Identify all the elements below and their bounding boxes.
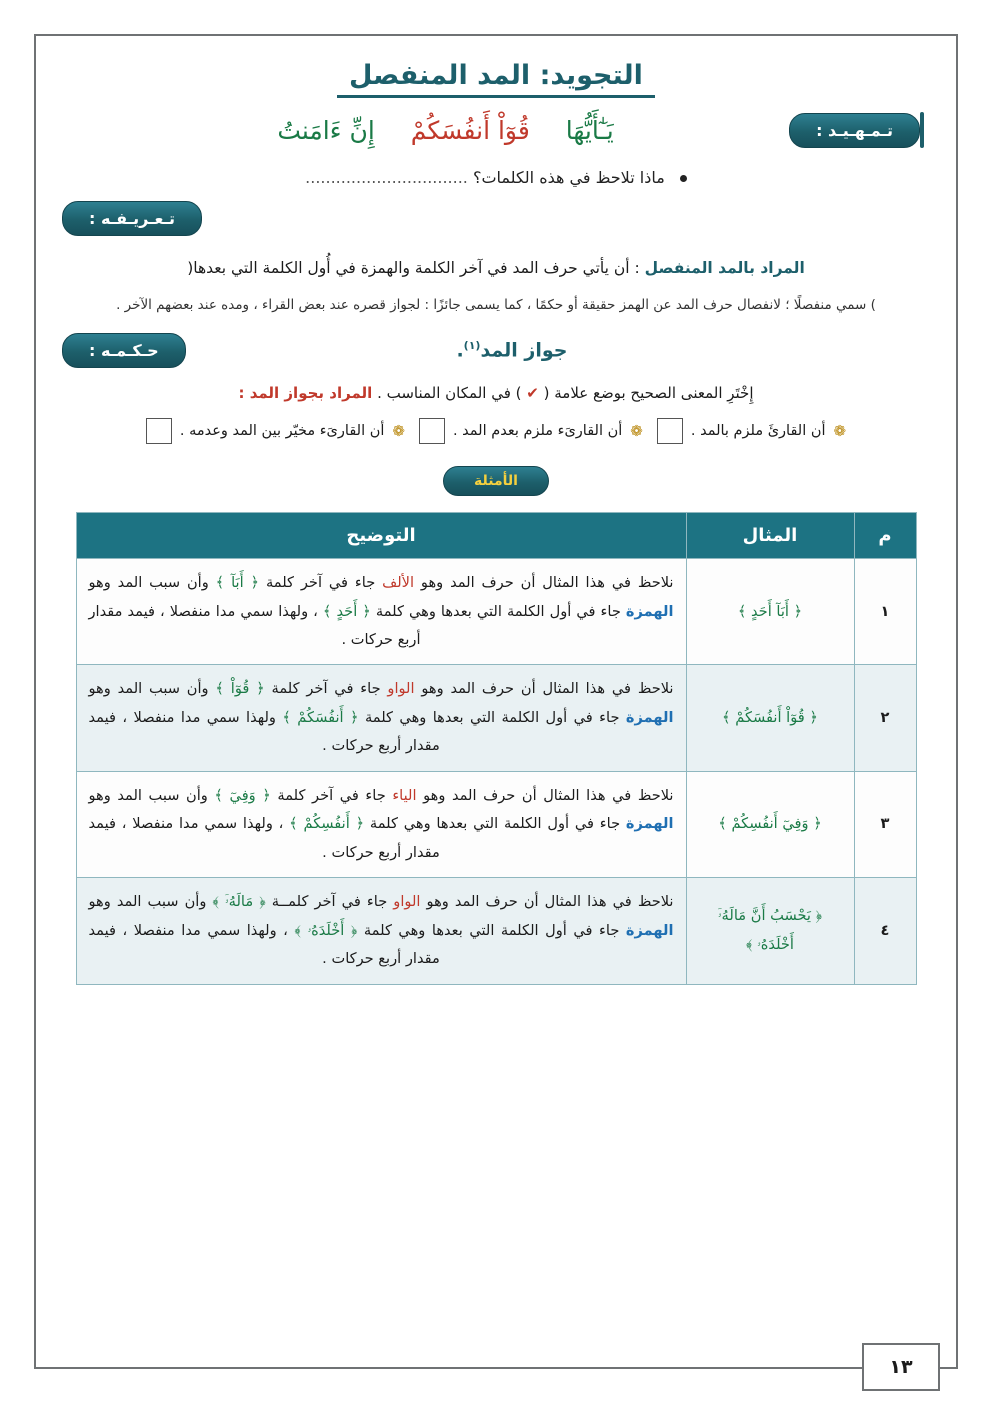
table-header-row	[76, 513, 916, 559]
examples-pill-label: الأمثلة	[443, 466, 549, 496]
flower-icon: ❁	[630, 422, 643, 441]
page-frame	[34, 34, 958, 1378]
row-number: ٤	[854, 878, 916, 984]
choices-row	[62, 418, 930, 444]
page-number: ١٣	[862, 1343, 940, 1391]
ruling-text: جواز المد	[480, 339, 568, 362]
definition-line	[62, 254, 930, 283]
examples-header	[62, 466, 930, 496]
instruction-mid: ) في المكان المناسب .	[377, 384, 527, 403]
definition-note: ) سمي منفصلًا ؛ لانفصال حرف المد عن الهمز حقيقة أو حكمًا ، كما يسمى جائزًا : لجواز قصره عند بعض القراء ، ومده عند بعضهم الآخر .	[116, 297, 876, 314]
col-header-num: م	[854, 513, 916, 559]
row-number: ١	[854, 559, 916, 665]
table-row	[76, 878, 916, 984]
row-example: ﴿ أَبَآ أَحَدٍ ﴾	[686, 559, 854, 665]
row-explanation: نلاحظ في هذا المثال أن حرف المد وهو الواو جاء في آخر كلمة ﴿ قُوٓاْ ﴾ وأن سبب المد وهو الهمزة جاء في أول الكلمة التي بعدها وهي كلمة ﴿ أَنفُسَكُمْ ﴾ ولهذا سمي مدا منفصلا ، فيمد مقدار أربع حركات .	[76, 665, 686, 771]
bullet-icon	[680, 175, 687, 182]
intro-question-row	[62, 168, 930, 187]
choice-checkbox-1[interactable]	[657, 418, 683, 444]
col-header-explanation: التوضيح	[76, 513, 686, 559]
choice-checkbox-3[interactable]	[146, 418, 172, 444]
row-explanation: نلاحظ في هذا المثال أن حرف المد وهو الياء جاء في آخر كلمة ﴿ وَفِيٓ ﴾ وأن سبب المد وهو الهمزة جاء في أول الكلمة التي بعدها وهي كلمة ﴿ أَنفُسِكُمْ ﴾ ، ولهذا سمي مدا منفصلا ، فيمد مقدار أربع حركات .	[76, 771, 686, 877]
ayah-part-1: يَـٰٓأَيُّهَا	[565, 115, 614, 145]
definition-pill-label: تـعـريـفـه :	[62, 201, 202, 236]
intro-ayah-line	[62, 116, 789, 145]
choice-item-3[interactable]	[146, 418, 405, 444]
exercise-instruction	[62, 384, 930, 402]
choice-item-2[interactable]	[419, 418, 643, 444]
table-row	[76, 559, 916, 665]
table-row	[76, 771, 916, 877]
page-content	[36, 36, 956, 1378]
row-explanation: نلاحظ في هذا المثال أن حرف المد وهو الواو جاء في آخر كلمــة ﴿ مَالَهُۥٓ ﴾ وأن سبب المد وهو الهمزة جاء في أول الكلمة التي بعدها وهي كلمة ﴿ أَخْلَدَهُۥ ﴾ ، ولهذا سمي مدا منفصلا ، فيمد مقدار أربع حركات .	[76, 878, 686, 984]
answer-blank-dots[interactable]: ................................	[305, 168, 468, 187]
definition-term: المراد بالمد المنفصل	[644, 259, 805, 277]
page-title: التجويد: المد المنفصل	[337, 60, 655, 98]
row-example: ﴿ يَحْسَبُ أَنَّ مَالَهُۥٓ أَخْلَدَهُۥ ﴾	[686, 878, 854, 984]
choice-label-3: أن القارىَء مخيّر بين المد وعدمه .	[179, 423, 385, 440]
table-row	[76, 665, 916, 771]
row-number: ٣	[854, 771, 916, 877]
flower-icon: ❁	[392, 422, 405, 441]
ayah-part-2: قُوٓاْ أَنفُسَكُمْ	[410, 115, 530, 145]
flower-icon: ❁	[833, 422, 847, 441]
check-mark-icon: ✔	[526, 384, 539, 403]
intro-section	[62, 112, 930, 148]
row-example: ﴿ وَفِيٓ أَنفُسِكُمْ ﴾	[686, 771, 854, 877]
page-title-wrap	[62, 60, 930, 98]
row-number: ٢	[854, 665, 916, 771]
examples-table	[76, 512, 917, 984]
definition-section	[62, 201, 930, 236]
intro-question-text: ماذا تلاحظ في هذه الكلمات؟	[472, 168, 665, 187]
ruling-section	[62, 333, 930, 368]
ruling-pill-label: حـكـمـه :	[62, 333, 186, 368]
choice-item-1[interactable]	[657, 418, 846, 444]
instruction-target: المراد بجواز المد :	[238, 384, 373, 403]
ruling-period: .	[456, 339, 464, 362]
col-header-example: المثال	[686, 513, 854, 559]
instruction-prefix: إِخْتَرِ المعنى الصحيح بوضع علامة (	[538, 384, 754, 403]
definition-text: : أن يأتي حرف المد في آخر الكلمة والهمزة في أُول الكلمة التي بعدها(	[187, 259, 640, 277]
ruling-value	[186, 339, 689, 361]
choice-checkbox-2[interactable]	[419, 418, 445, 444]
choice-label-1: أن القارئَ ملزم بالمد .	[690, 423, 826, 440]
intro-pill-bar	[920, 112, 924, 148]
definition-block	[62, 254, 930, 319]
ayah-part-3: إِنِّ ءَامَنتُ	[277, 115, 375, 145]
row-explanation: نلاحظ في هذا المثال أن حرف المد وهو الألف جاء في آخر كلمة ﴿ أَبَآ ﴾ وأن سبب المد وهو الهمزة جاء في أول الكلمة التي بعدها وهي كلمة ﴿ أَحَدٍ ﴾ ، ولهذا سمي مدا منفصلا ، فيمد مقدار أربع حركات .	[76, 559, 686, 665]
intro-pill-label: تـمـهـيـد :	[789, 113, 920, 148]
examples-table-body	[76, 559, 916, 984]
choice-label-2: أن القارىَء ملزم بعدم المد .	[452, 423, 623, 440]
ruling-footnote-marker: (١)	[463, 339, 481, 353]
row-example: ﴿ قُوٓاْ أَنفُسَكُمْ ﴾	[686, 665, 854, 771]
